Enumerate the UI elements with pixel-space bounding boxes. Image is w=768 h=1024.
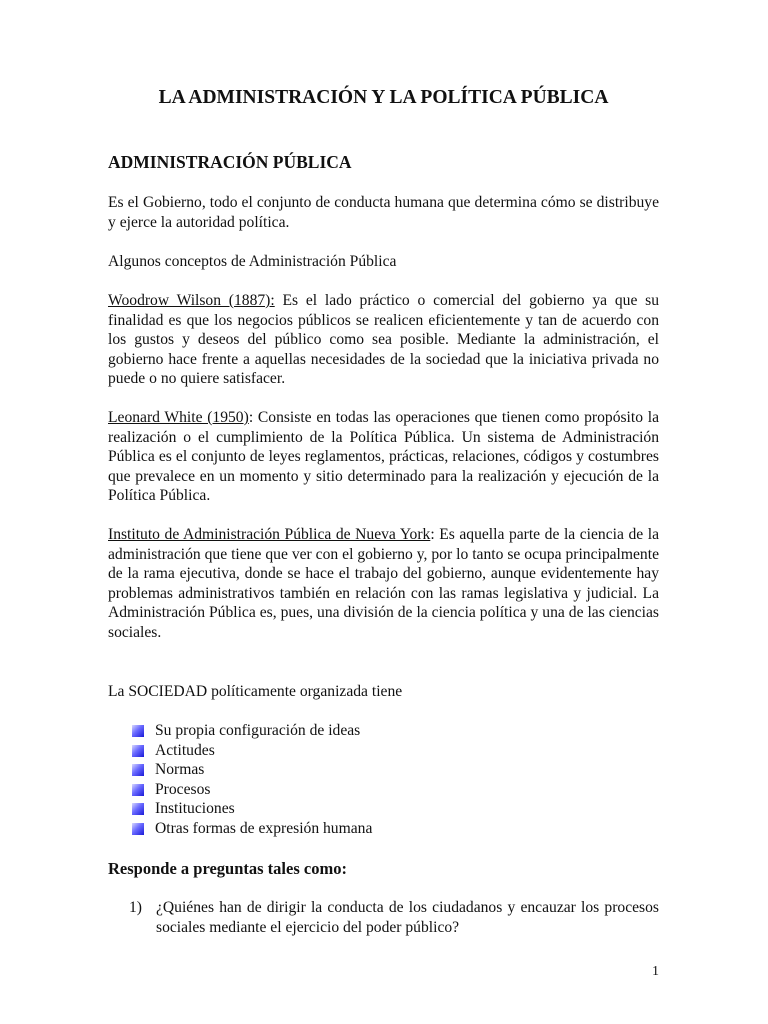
definition-author: Woodrow Wilson (1887): [108,292,275,309]
square-bullet-icon [132,823,144,835]
section-heading: ADMINISTRACIÓN PÚBLICA [108,152,352,172]
list-item [132,741,372,761]
square-bullet-icon [132,784,144,796]
list-item-text: Procesos [155,780,211,798]
list-item-text: Su propia configuración de ideas [155,722,361,739]
square-bullet-icon [132,764,144,776]
list-item-text: Otras formas de expresión humana [155,819,373,837]
list-item [132,780,372,800]
page-number: 1 [652,964,659,979]
definition-author: Instituto de Administración Pública de Nueva York [108,526,431,543]
document-page [108,0,659,1024]
question-number: 1) [129,899,142,916]
list-item [132,819,372,839]
sociedad-intro: La SOCIEDAD políticamente organizada tiene [108,683,403,700]
square-bullet-icon [132,725,144,737]
list-item-text: Instituciones [155,800,235,818]
document-title: LA ADMINISTRACIÓN Y LA POLÍTICA PÚBLICA [158,87,609,108]
question-text: ¿Quiénes han de dirigir la conducta de los ciudadanos y encauzar los procesos sociales mediante el ejercicio del poder público? [156,899,659,936]
list-item [132,799,372,819]
intro-paragraph: Es el Gobierno, todo el conjunto de conducta humana que determina cómo se distribuye y ejerce la autoridad política. [108,194,659,231]
list-item [132,721,372,741]
list-item-text: Actitudes [155,741,215,759]
definition-text: : Consiste en todas las operaciones que tienen como propósito la realización o el cumplimiento de la Política Pública. Un sistema de Administración Pública es el conjunto de leyes reglamentos, prácticas, relaciones, códigos y costumbres que prevalece en un momento y sitio determinado para la realización y ejecución de la Política Pública. [108,409,660,504]
definition-white [108,408,659,506]
definition-author: Leonard White (1950) [108,409,249,426]
list-item [132,760,372,780]
square-bullet-icon [132,745,144,757]
definition-instituto [108,525,659,642]
definition-text: Es el lado práctico o comercial del gobierno ya que su finalidad es que los negocios públicos se realicen eficientemente y tan de acuerdo con los gustos y deseos del público como sea posible. Mediante la administración, el gobierno hace frente a aquellas necesidades de la sociedad que la iniciativa privada no puede o no quiere satisfacer. [108,292,660,387]
concepts-intro: Algunos conceptos de Administración Pública [108,253,397,270]
definition-wilson [108,291,659,389]
questions-heading: Responde a preguntas tales como: [108,859,347,878]
definition-text: : Es aquella parte de la ciencia de la administración que tiene que ver con el gobierno y, por lo tanto se ocupa principalmente de la rama ejecutiva, donde se hace el trabajo del gobierno, aunque evidentemente hay problemas administrativos también en relación con las ramas legislativa y judicial. La Administración Pública es, pues, una división de la ciencia política y una de las ciencias sociales. [108,526,659,641]
square-bullet-icon [132,803,144,815]
list-item-text: Normas [155,761,205,779]
bullet-list [132,721,372,839]
